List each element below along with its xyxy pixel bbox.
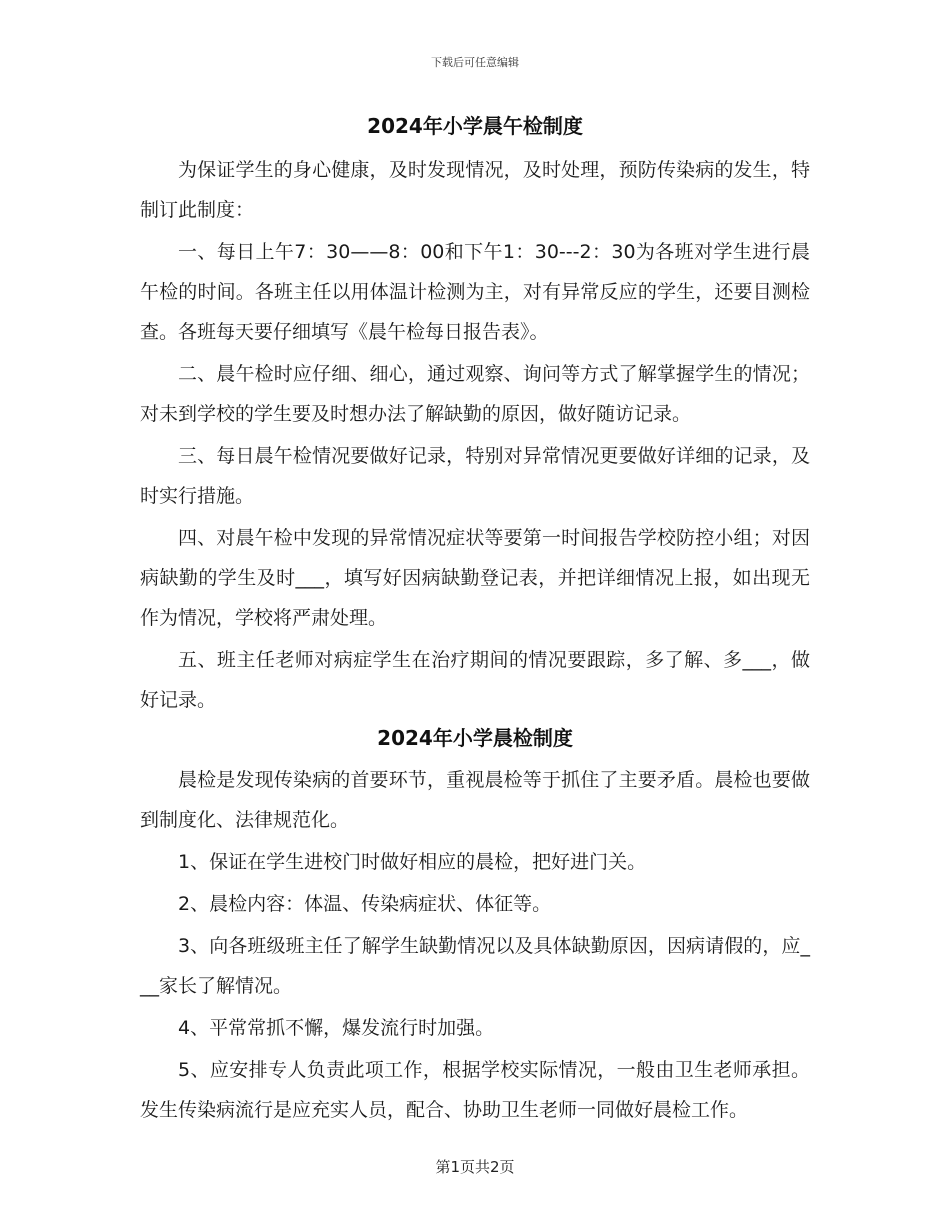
header-note: 下载后可任意编辑 [431,56,519,69]
section1-paragraph: 四、对晨午检中发现的异常情况症状等要第一时间报告学校防控小组；对因病缺勤的学生及时___，填写好因病缺勤登记表，并把详细情况上报，如出现无作为情况，学校将严肃处理。 [140,527,810,629]
section1-paragraph: 三、每日晨午检情况要做好记录，特别对异常情况更要做好详细的记录，及时实行措施。 [140,445,810,507]
section2-title: 2024年小学晨检制度 [377,726,573,750]
section2-paragraph: 2、晨检内容：体温、传染病症状、体征等。 [178,893,552,915]
section2-paragraph: 1、保证在学生进校门时做好相应的晨检，把好进门关。 [178,851,647,873]
section1-paragraph: 为保证学生的身心健康，及时发现情况，及时处理，预防传染病的发生，特制订此制度： [140,159,810,221]
section2-paragraph: 3、向各班级班主任了解学生缺勤情况以及具体缺勤原因，因病请假的，应___家长了解情况。 [140,935,810,997]
section1-title: 2024年小学晨午检制度 [367,114,583,138]
page-number: 第1页共2页 [435,1158,515,1176]
section1-paragraph: 五、班主任老师对病症学生在治疗期间的情况要跟踪，多了解、多___，做好记录。 [140,649,810,711]
section1-paragraph: 一、每日上午7：30——8：00和下午1：30---2：30为各班对学生进行晨午检的时间。各班主任以用体温计检测为主，对有异常反应的学生，还要目测检查。各班每天要仔细填写《晨午检每日报告表》。 [140,241,810,343]
document-body [140,110,810,1132]
section2-paragraph: 5、应安排专人负责此项工作，根据学校实际情况，一般由卫生老师承担。发生传染病流行是应充实人员，配合、协助卫生老师一同做好晨检工作。 [140,1059,810,1121]
section1-paragraph: 二、晨午检时应仔细、细心，通过观察、询问等方式了解掌握学生的情况；对未到学校的学生要及时想办法了解缺勤的原因，做好随访记录。 [140,363,810,425]
section2-paragraph: 晨检是发现传染病的首要环节，重视晨检等于抓住了主要矛盾。晨检也要做到制度化、法律规范化。 [140,769,810,831]
section2-paragraph: 4、平常常抓不懈，爆发流行时加强。 [178,1017,495,1039]
